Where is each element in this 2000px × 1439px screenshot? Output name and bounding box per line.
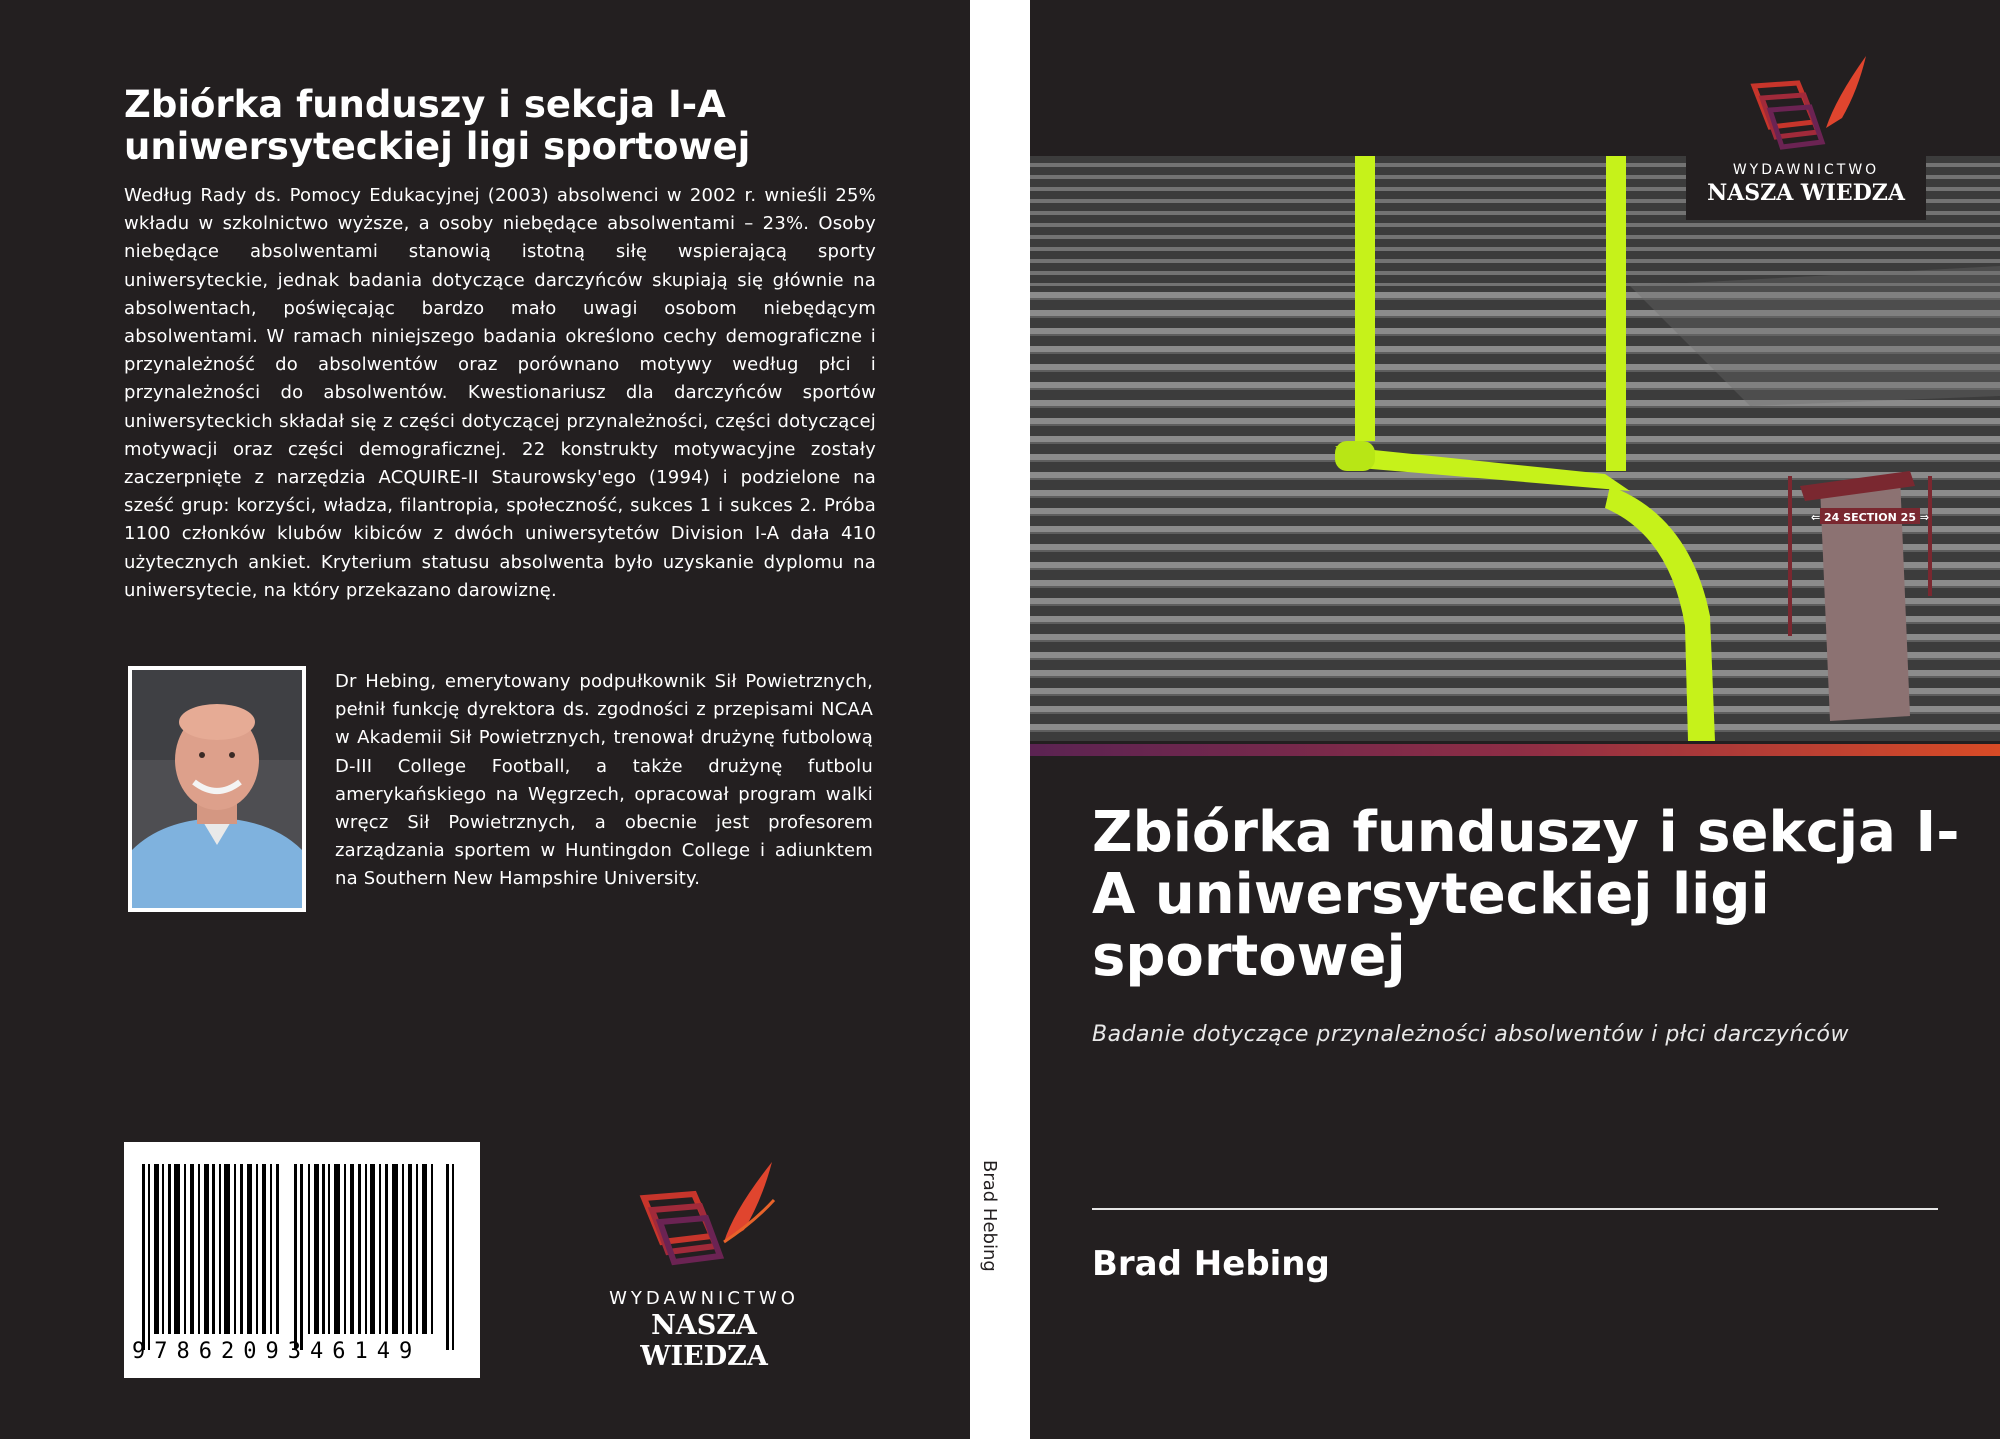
front-cover-title: Zbiórka funduszy i sekcja I-A uniwersyteckiej ligi sportowej [1092,800,1960,989]
back-cover [0,0,970,1439]
publisher-logo [584,1150,824,1372]
back-cover-blurb: Według Rady ds. Pomocy Edukacyjnej (2003) absolwenci w 2002 r. wnieśli 25% wkładu w szkolnictwo wyższe, a osoby niebędące absolwentami – 23%. Osoby niebędące absolwentami stanowią istotną siłę wspierającą sporty uniwersyteckie, jednak badania dotyczące darczyńców skupiają się głównie na absolwentach, poświęcając bardzo mało uwagi osobom niebędącym absolwentami. W ramach niniejszego badania określono cechy demograficzne i przynależność do absolwentów oraz porównano motywy według płci i przynależności do absolwentów. Kwestionariusz dla darczyńców sportów uniwersyteckich składał się z części dotyczącej przynależności, części dotyczącej motywacji oraz części demograficznej. 22 konstrukty motywacyjne zostały zaczerpnięte z narzędzia ACQUIRE-II Staurowsky'ego (1994) i podzielone na sześć grup: korzyści, władza, filantropia, społeczność, sukces 1 i sukces 2. Próba 1100 członków klubów kibiców z dwóch uniwersytetów Division I-A dała 410 użytecznych ankiet. Kryterium statusu absolwenta było uzyskanie dyplomu na uniwersytecie, na który przekazano darowiznę. [124,185,876,601]
author-bio: Dr Hebing, emerytowany podpułkownik Sił Powietrznych, pełnił funkcję dyrektora ds. zgodności z przepisami NCAA w Akademii Sił Powietrznych, trenował drużynę futbolową D-III College Football, a także drużynę futbolu amerykańskiego na Węgrzech, opracował program walki wręcz Sił Powietrznych, a obecnie jest profesorem zarządzania sportem w Huntingdon College i adiunktem na Southern New Hampshire University. [335,671,873,890]
stadium-sign: ⇐ 24 SECTION 25 ⇒ [1810,511,1930,524]
divider [1092,1208,1938,1210]
front-cover-author: Brad Hebing [1092,1244,1330,1284]
isbn-number: 9786209346149 [132,1339,422,1364]
spine-author: Brad Hebing [979,1160,1000,1272]
publisher-front-line1: WYDAWNICTWO [1732,162,1880,178]
publisher-logo-front [1686,50,1926,220]
isbn-barcode [124,1142,480,1378]
cover-accent-stripe [1030,741,2000,753]
publisher-front-line2: NASZA WIEDZA [1707,180,1905,206]
publisher-name-line1: WYDAWNICTWO [609,1288,799,1309]
author-photo [128,666,306,912]
back-cover-title: Zbiórka funduszy i sekcja I-A uniwersyteckiej ligi sportowej [124,83,751,168]
cover-photo [1030,156,2000,741]
front-cover [1030,0,2000,1439]
publisher-name-line2: NASZA WIEDZA [640,1310,768,1372]
front-cover-subtitle: Badanie dotyczące przynależności absolwentów i płci darczyńców [1092,1022,1849,1047]
